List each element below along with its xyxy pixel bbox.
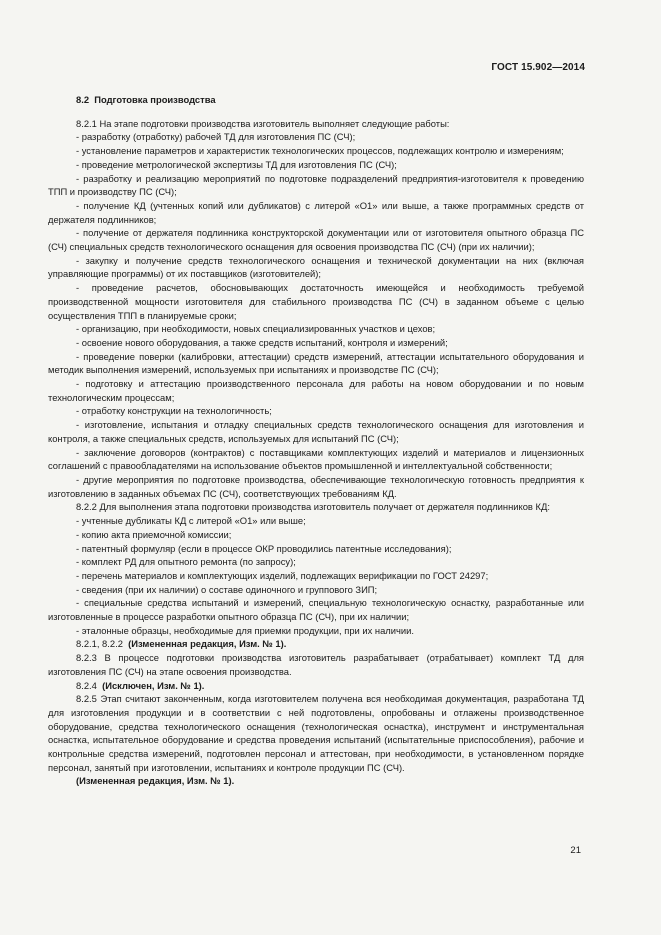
list-item: - разработку (отработку) рабочей ТД для изготовления ПС (СЧ); (76, 131, 356, 143)
list-item: - проведение расчетов, обосновывающих достаточность имеющейся и необходимость требуемой производственной мощности изготовителя для стабильного производства ПС (СЧ) в заданном объеме с целью осуществления ТПП в планируемые сроки; (48, 282, 584, 321)
list-item: - проведение метрологической экспертизы ТД для изготовления ПС (СЧ); (76, 158, 397, 170)
list-item: - копию акта приемочной комиссии; (76, 528, 232, 540)
clause-8-2-2-intro: 8.2.2 Для выполнения этапа подготовки производства изготовитель получает от держателя подлинников КД: (76, 501, 550, 513)
list-item: - комплект РД для опытного ремонта (по запросу); (76, 556, 296, 568)
amendment-clause-refs: 8.2.1, 8.2.2 (76, 638, 123, 650)
clause-8-2-1-intro: 8.2.1 На этапе подготовки производства изготовитель выполняет следующие работы: (76, 117, 450, 129)
list-item: - специальные средства испытаний и измерений, специальную технологическую оснастку, разработанные или изготовленные в процессе разработки опытного образца ПС (СЧ), при их наличии; (48, 597, 584, 623)
clause-8-2-4 (48, 679, 584, 693)
section-title: Подготовка производства (94, 94, 216, 105)
list-item: - заключение договоров (контрактов) с поставщиками комплектующих изделий и материалов и лицензионных соглашений с правообладателями на использование объектов промышленной и интеллектуальной собственности; (48, 446, 584, 472)
list-item: - патентный формуляр (если в процессе ОКР проводились патентные исследования); (76, 542, 452, 554)
amendment-text: (Измененная редакция, Изм. № 1). (128, 638, 287, 650)
list-item: - перечень материалов и комплектующих изделий, подлежащих верификации по ГОСТ 24297; (76, 569, 489, 581)
list-item: - закупку и получение средств технологического оснащения и технической документации на них (включая управляющие программы) от их поставщиков (изготовителей); (48, 254, 584, 280)
clause-8-2-3: 8.2.3 В процессе подготовки производства изготовитель разрабатывает (отрабатывает) комплект ТД для изготовления ПС (СЧ) на этапе освоения производства. (48, 652, 584, 677)
list-item: - другие мероприятия по подготовке производства, обеспечивающие технологическую готовность предприятия к изготовлению в заданных объемах ПС (СЧ), соответствующих требованиям КД. (48, 473, 584, 499)
amendment-note-1 (48, 637, 584, 651)
standard-header: ГОСТ 15.902—2014 (491, 62, 585, 73)
page-number: 21 (570, 845, 581, 856)
list-item: - учтенные дубликаты КД с литерой «О1» или выше; (76, 515, 306, 527)
document-body (48, 93, 584, 788)
section-number: 8.2 (76, 94, 90, 105)
list-item: - освоение нового оборудования, а также средств испытаний, контроля и измерений; (76, 336, 448, 348)
list-item: - получение от держателя подлинника конструкторской документации или от изготовителя опытного образца ПС (СЧ) специальных средств технологического оснащения для освоения производства ПС (СЧ) (при их наличии); (48, 227, 584, 253)
clause-8-2-1-list (48, 130, 584, 500)
list-item: - эталонные образцы, необходимые для приемки продукции, при их наличии. (76, 624, 414, 636)
list-item: - установление параметров и характеристик технологических процессов, подлежащих контролю и измерениям; (76, 145, 564, 157)
list-item: - организацию, при необходимости, новых специализированных участков и цехов; (76, 323, 436, 335)
list-item: - получение КД (учтенных копий или дубликатов) с литерой «О1» или выше, а также программных средств от держателя подлинников; (48, 199, 584, 225)
list-item: - изготовление, испытания и отладку специальных средств технологического оснащения для изготовления и контроля, а также специальных средств, используемых для испытаний ПС (СЧ); (48, 419, 584, 444)
list-item: - отработку конструкции на технологичность; (76, 405, 272, 417)
section-heading (48, 93, 584, 107)
list-item: - сведения (при их наличии) о составе одиночного и группового ЗИП; (76, 583, 378, 595)
clause-8-2-4-text: (Исключен, Изм. № 1). (102, 679, 205, 691)
list-item: - разработку и реализацию мероприятий по подготовке подразделений предприятия-изготовителя к проведению ТПП и производству ПС (СЧ); (48, 172, 584, 198)
amendment-note-2: (Измененная редакция, Изм. № 1). (76, 775, 235, 787)
clause-8-2-4-number: 8.2.4 (76, 679, 97, 691)
clause-8-2-2-list (48, 514, 584, 637)
list-item: - подготовку и аттестацию производственного персонала для работы на новом оборудовании и по новым технологическим процессам; (48, 378, 584, 403)
clause-8-2-5: 8.2.5 Этап считают законченным, когда изготовителем получена вся необходимая документация, разработана ТД для изготовления продукции и в соответствии с ней подготовлены, опробованы и отлажены производственное оборудование, средства технологического оснащения (технологическая оснастка), инструмент и инструментальная оснастка, испытательное оборудование и средства проведения испытаний (испытательные приспособления), рабочие и контрольные средства измерений, подготовлен персонал и аттестован, при необходимости, в установленном порядке персонал, занятый при изготовлении, испытаниях и контроле продукции ПС (СЧ). (48, 693, 584, 773)
list-item: - проведение поверки (калибровки, аттестации) средств измерений, аттестации испытательного оборудования и методик выполнения измерений, используемых при испытаниях и производстве ПС (СЧ); (48, 350, 584, 376)
